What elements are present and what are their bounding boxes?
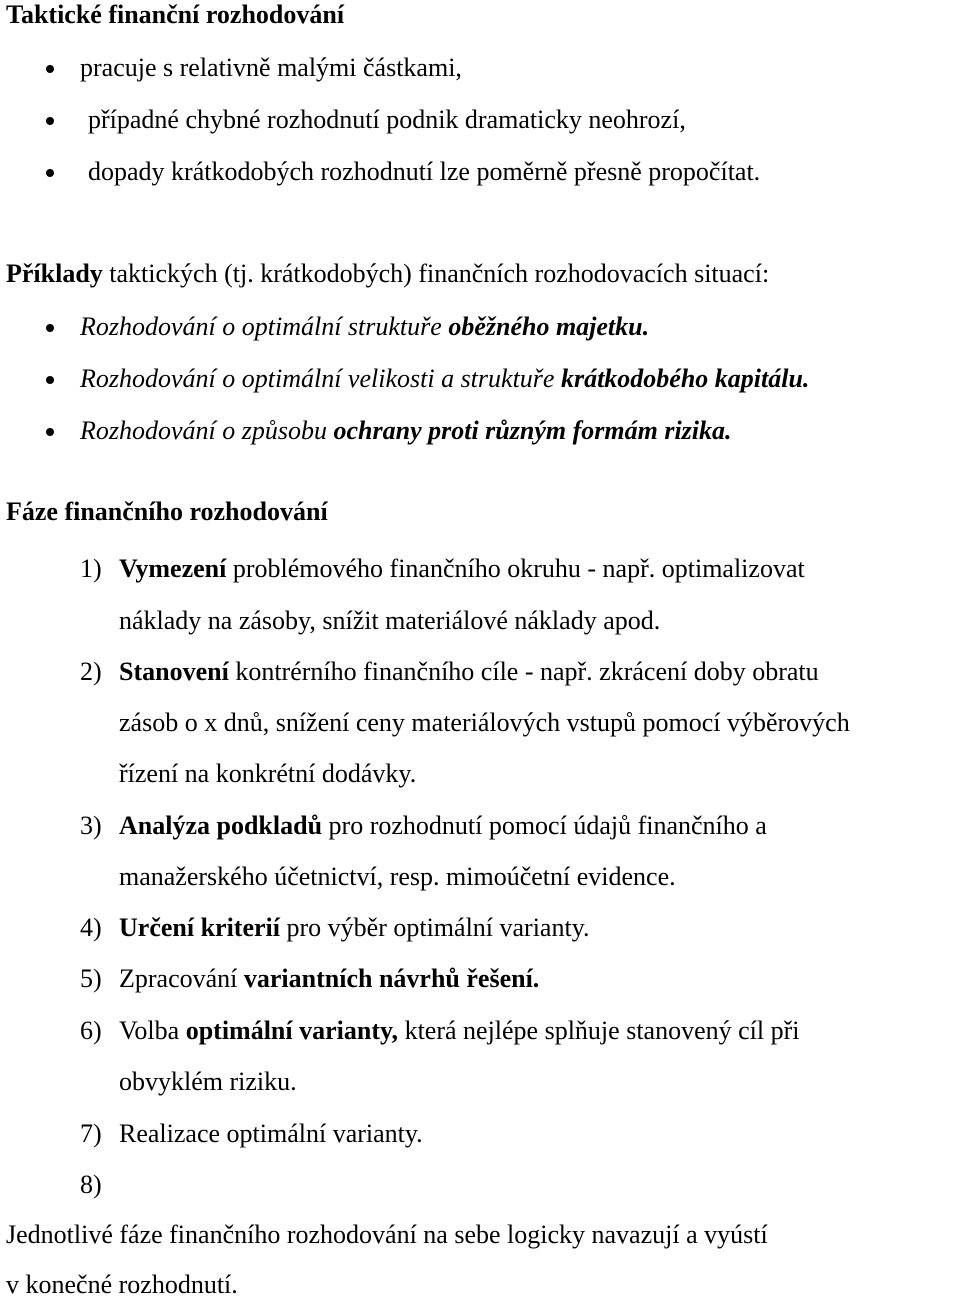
list-item: dopady krátkodobých rozhodnutí lze poměrně přesně propočítat.: [88, 157, 761, 186]
list-item-emphasis: ochrany proti různým formám rizika.: [333, 416, 732, 445]
list-item: [80, 416, 732, 446]
step-text: která nejlépe splňuje stanovený cíl při: [398, 1016, 800, 1045]
list-item: pracuje s relativně malými částkami,: [80, 53, 462, 82]
examples-intro-bold: Příklady: [6, 259, 103, 288]
step-text: problémového finančního okruhu - např. optimalizovat: [226, 554, 805, 583]
bullet-icon: [46, 376, 54, 384]
step-line: obvyklém riziku.: [119, 1067, 297, 1096]
step-text: kontrérního finančního cíle - např. zkrácení doby obratu: [228, 657, 819, 686]
step-number: 7): [80, 1119, 102, 1148]
list-item-text: Rozhodování o optimální struktuře: [80, 312, 449, 341]
step-number: 1): [80, 554, 102, 583]
bullet-icon: [46, 169, 54, 177]
list-item: [80, 312, 649, 342]
step-line: Realizace optimální varianty.: [119, 1119, 423, 1148]
step-number: 2): [80, 657, 102, 686]
step-keyword: Stanovení: [119, 657, 229, 686]
step-line: náklady na zásoby, snížit materiálové náklady apod.: [119, 606, 661, 635]
step-line: [119, 964, 539, 994]
step-text: pro rozhodnutí pomocí údajů finančního a: [322, 811, 767, 840]
step-line: [119, 657, 819, 687]
section-heading-phases: Fáze finančního rozhodování: [6, 497, 328, 526]
step-number: 8): [80, 1170, 102, 1199]
bullet-icon: [46, 428, 54, 436]
step-text: pro výběr optimální varianty.: [280, 913, 590, 942]
step-line: řízení na konkrétní dodávky.: [119, 759, 417, 788]
examples-intro-rest: taktických (tj. krátkodobých) finančních rozhodovacích situací:: [102, 259, 770, 288]
step-line: [119, 1016, 800, 1046]
step-keyword: Vymezení: [119, 554, 227, 583]
step-keyword: optimální varianty,: [185, 1016, 399, 1045]
list-item: [80, 364, 809, 394]
list-item-emphasis: oběžného majetku.: [448, 312, 650, 341]
step-keyword: Určení kriterií: [119, 913, 280, 942]
step-keyword: Analýza podkladů: [119, 811, 323, 840]
list-item-text: Rozhodování o způsobu: [80, 416, 334, 445]
step-number: 3): [80, 811, 102, 840]
closing-paragraph-line: Jednotlivé fáze finančního rozhodování na sebe logicky navazují a vyústí: [6, 1220, 768, 1249]
step-line: manažerského účetnictví, resp. mimoúčetní evidence.: [119, 862, 676, 891]
closing-paragraph-line: v konečné rozhodnutí.: [6, 1270, 238, 1299]
section-heading-tactical: Taktické finanční rozhodování: [6, 0, 345, 29]
step-keyword: variantních návrhů řešení.: [243, 964, 540, 993]
step-text: Zpracování: [119, 964, 244, 993]
step-line: [119, 913, 590, 943]
list-item-emphasis: krátkodobého kapitálu.: [560, 364, 810, 393]
step-number: 6): [80, 1016, 102, 1045]
step-line: [119, 554, 805, 584]
step-line: [119, 811, 767, 841]
examples-intro: [6, 259, 769, 289]
bullet-icon: [46, 324, 54, 332]
step-line: zásob o x dnů, snížení ceny materiálových vstupů pomocí výběrových: [119, 708, 850, 737]
list-item: případné chybné rozhodnutí podnik dramaticky neohrozí,: [88, 105, 686, 134]
step-number: 5): [80, 964, 102, 993]
step-number: 4): [80, 913, 102, 942]
bullet-icon: [46, 65, 54, 73]
step-text: Volba: [119, 1016, 186, 1045]
bullet-icon: [46, 117, 54, 125]
list-item-text: Rozhodování o optimální velikosti a struktuře: [80, 364, 561, 393]
